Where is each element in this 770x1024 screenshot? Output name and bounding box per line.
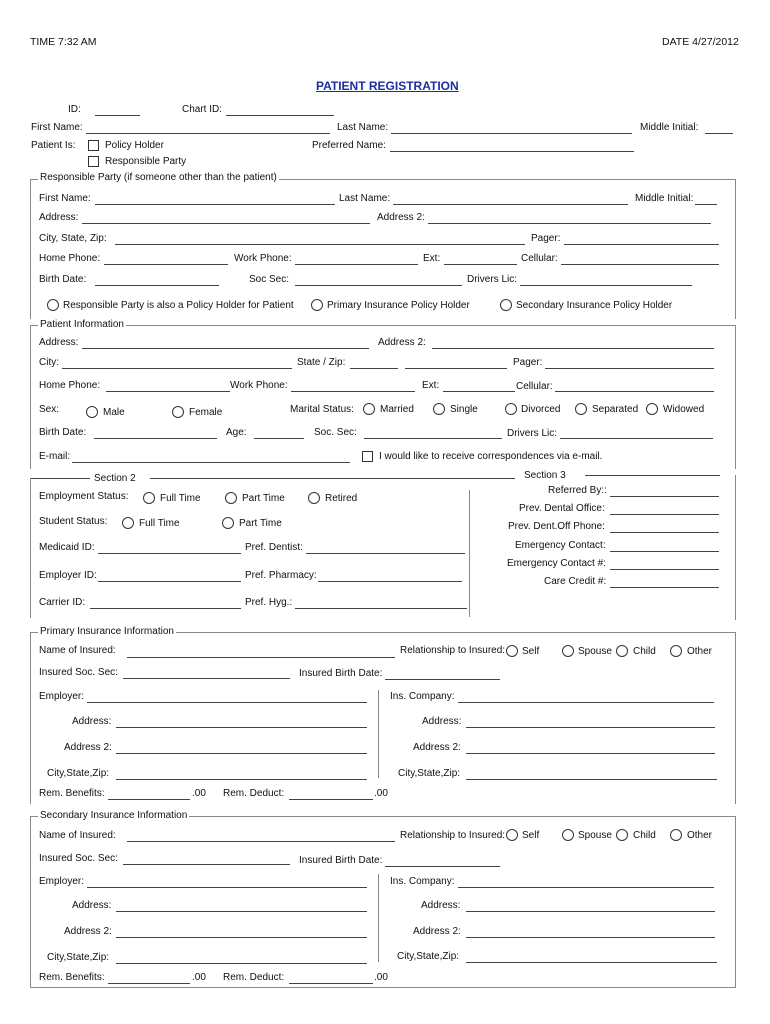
id-field[interactable] [95,115,140,116]
rp-secondary-holder-label: Secondary Insurance Policy Holder [516,300,673,311]
pri-rem-deduct-value: .00 [374,788,388,799]
pri-rem-benefits-label: Rem. Benefits: [39,788,105,799]
pri-relationship-label: Relationship to Insured: [400,645,506,656]
stu-part-time-label: Part Time [239,518,282,529]
patient-is-label: Patient Is: [31,140,76,151]
sec-csz-l-field[interactable] [116,963,367,964]
pri-child-radio[interactable] [616,645,628,657]
preferred-name-label: Preferred Name: [312,140,386,151]
rp-address2-label: Address 2: [377,212,425,223]
section3-right-border [735,475,736,620]
sec-insured-soc-field[interactable] [123,864,290,865]
sec-rem-benefits-field[interactable] [108,983,190,984]
rp-city-state-zip-field[interactable] [115,244,525,245]
responsible-party-legend: Responsible Party (if someone other than the patient) [40,172,277,183]
pt-state-zip-label: State / Zip: [297,357,346,368]
section2-rule-left [30,478,90,479]
rp-middle-initial-field[interactable] [695,204,717,205]
pt-pager-label: Pager: [513,357,543,368]
pri-name-insured-field[interactable] [127,657,395,658]
student-status-label: Student Status: [39,516,108,527]
pt-divorced-radio[interactable] [505,403,517,415]
pt-separated-radio[interactable] [575,403,587,415]
rp-first-name-field[interactable] [95,204,335,205]
pref-pharmacy-field[interactable] [318,581,462,582]
rp-birth-date-label: Birth Date: [39,274,87,285]
rp-last-name-label: Last Name: [339,193,391,204]
rp-address2-field[interactable] [428,223,711,224]
pri-insured-soc-label: Insured Soc. Sec: [39,667,118,678]
pt-soc-sec-label: Soc. Sec: [314,427,357,438]
pref-pharmacy-label: Pref. Pharmacy: [245,570,317,581]
pt-male-label: Male [103,407,125,418]
sec-ins-company-label: Ins. Company: [390,876,455,887]
pri-self-radio[interactable] [506,645,518,657]
sec-csz-l-label: City,State,Zip: [47,952,110,963]
sec-address-l-label: Address: [72,900,112,911]
rp-home-phone-field[interactable] [104,264,228,265]
rp-middle-initial-label: Middle Initial: [635,193,694,204]
sec-address-r-label: Address: [421,900,461,911]
pri-insured-soc-field[interactable] [123,678,290,679]
pri-csz-r-label: City,State,Zip: [398,768,461,779]
rp-soc-sec-label: Soc Sec: [249,274,290,285]
section2-left-border [30,478,31,618]
stu-full-time-radio[interactable] [122,517,134,529]
pt-ext-field[interactable] [443,391,515,392]
pri-address2-r-field[interactable] [466,753,715,754]
pri-address-r-field[interactable] [466,727,715,728]
medicaid-id-field[interactable] [98,553,241,554]
pref-dentist-field[interactable] [306,553,465,554]
pt-city-field[interactable] [62,368,292,369]
policy-holder-label: Policy Holder [105,140,164,151]
pri-spouse-label: Spouse [578,646,612,657]
emp-full-time-label: Full Time [160,493,201,504]
middle-initial-label: Middle Initial: [640,122,699,133]
sec-self-radio[interactable] [506,829,518,841]
date-text: DATE 4/27/2012 [662,36,739,48]
pt-widowed-label: Widowed [663,404,705,415]
carrier-id-field[interactable] [90,608,241,609]
pt-age-field[interactable] [254,438,304,439]
employment-status-label: Employment Status: [39,491,129,502]
prev-dent-phone-label: Prev. Dent.Off Phone: [508,521,605,532]
pri-divider [378,690,379,778]
rp-primary-holder-radio[interactable] [311,299,323,311]
rp-last-name-field[interactable] [393,204,628,205]
sec-insured-birth-field[interactable] [385,866,500,867]
sec-self-label: Self [522,830,540,841]
rp-work-phone-field[interactable] [295,264,418,265]
rp-drivers-lic-field[interactable] [520,285,692,286]
emergency-contact-label: Emergency Contact: [515,540,606,551]
pt-cellular-field[interactable] [555,391,714,392]
last-name-label: Last Name: [337,122,389,133]
pt-widowed-radio[interactable] [646,403,658,415]
pt-ext-label: Ext: [422,380,440,391]
responsible-party-label: Responsible Party [105,156,187,167]
pri-insured-birth-field[interactable] [385,679,500,680]
emergency-contact-no-label: Emergency Contact #: [507,558,606,569]
referred-by-field[interactable] [610,496,719,497]
pt-address-field[interactable] [82,348,369,349]
section-divider [469,490,470,617]
pt-divorced-label: Divorced [521,404,561,415]
rp-address-label: Address: [39,212,79,223]
first-name-label: First Name: [31,122,83,133]
stu-part-time-radio[interactable] [222,517,234,529]
pri-employer-field[interactable] [87,702,367,703]
sec-address-l-field[interactable] [116,911,367,912]
sec-employer-field[interactable] [87,887,367,888]
pri-rem-deduct-field[interactable] [289,799,373,800]
pri-csz-l-label: City,State,Zip: [47,768,110,779]
pt-cellular-label: Cellular: [516,381,553,392]
rp-ext-field[interactable] [444,264,517,265]
pri-address2-l-label: Address 2: [64,742,112,753]
pt-female-radio[interactable] [172,406,184,418]
referred-by-label: Referred By:: [548,485,607,496]
emp-part-time-radio[interactable] [225,492,237,504]
pt-sex-label: Sex: [39,404,60,415]
pt-pager-field[interactable] [545,368,714,369]
pri-rem-benefits-field[interactable] [108,799,190,800]
sec-csz-r-field[interactable] [466,962,717,963]
sec-rem-deduct-value: .00 [374,972,388,983]
pt-email-label: E-mail: [39,451,71,462]
first-name-field[interactable] [86,133,330,134]
pt-work-phone-field[interactable] [291,391,415,392]
pt-female-label: Female [189,407,223,418]
rp-first-name-label: First Name: [39,193,91,204]
sec-other-label: Other [687,830,713,841]
rp-primary-holder-label: Primary Insurance Policy Holder [327,300,470,311]
pt-state-field[interactable] [350,368,398,369]
emergency-contact-field[interactable] [610,551,719,552]
pri-spouse-radio[interactable] [562,645,574,657]
pri-rem-benefits-value: .00 [192,788,206,799]
employer-id-label: Employer ID: [39,570,97,581]
rp-ext-label: Ext: [423,253,441,264]
pri-insured-birth-label: Insured Birth Date: [299,668,383,679]
time-text: TIME 7:32 AM [30,36,97,48]
pri-address-r-label: Address: [422,716,462,727]
pt-male-radio[interactable] [86,406,98,418]
rp-secondary-holder-radio[interactable] [500,299,512,311]
pt-single-label: Single [450,404,478,415]
pt-zip-field[interactable] [405,368,507,369]
emp-retired-label: Retired [325,493,358,504]
page-title: PATIENT REGISTRATION [316,79,459,93]
pt-address2-field[interactable] [432,348,714,349]
pt-home-phone-label: Home Phone: [39,380,101,391]
pt-married-radio[interactable] [363,403,375,415]
pt-email-field[interactable] [72,462,350,463]
sec-rem-benefits-value: .00 [192,972,206,983]
rp-cellular-field[interactable] [561,264,719,265]
pri-address2-l-field[interactable] [116,753,367,754]
pt-separated-label: Separated [592,404,639,415]
sec-divider [378,874,379,962]
chart-id-field[interactable] [226,115,334,116]
pt-age-label: Age: [226,427,247,438]
medicaid-id-label: Medicaid ID: [39,542,95,553]
pt-city-label: City: [39,357,59,368]
sec-address2-l-label: Address 2: [64,926,112,937]
rp-birth-date-field[interactable] [95,285,219,286]
sec-rem-deduct-label: Rem. Deduct: [223,972,285,983]
pt-drivers-lic-field[interactable] [560,438,713,439]
emp-part-time-label: Part Time [242,493,285,504]
middle-initial-field[interactable] [705,133,733,134]
sec-name-insured-label: Name of Insured: [39,830,116,841]
pri-ins-company-label: Ins. Company: [390,691,455,702]
pri-other-label: Other [687,646,713,657]
sec-spouse-label: Spouse [578,830,612,841]
sec-employer-label: Employer: [39,876,85,887]
sec-insured-soc-label: Insured Soc. Sec: [39,853,118,864]
rp-work-phone-label: Work Phone: [234,253,292,264]
pt-married-label: Married [380,404,414,415]
section3-legend: Section 3 [524,470,566,481]
rp-pager-label: Pager: [531,233,561,244]
pt-address-label: Address: [39,337,79,348]
prev-dental-label: Prev. Dental Office: [519,503,605,514]
sec-insured-birth-label: Insured Birth Date: [299,855,383,866]
rp-cellular-label: Cellular: [521,253,558,264]
emp-full-time-radio[interactable] [143,492,155,504]
pt-address2-label: Address 2: [378,337,426,348]
sec-rem-deduct-field[interactable] [289,983,373,984]
pt-drivers-lic-label: Drivers Lic: [507,428,558,439]
pri-rem-deduct-label: Rem. Deduct: [223,788,285,799]
sec-relationship-label: Relationship to Insured: [400,830,506,841]
section2-legend: Section 2 [94,473,136,484]
rp-home-phone-label: Home Phone: [39,253,101,264]
pt-birth-date-field[interactable] [94,438,217,439]
rp-city-state-zip-label: City, State, Zip: [39,233,107,244]
emergency-contact-no-field[interactable] [610,569,719,570]
rp-soc-sec-field[interactable] [295,285,462,286]
pri-address2-r-label: Address 2: [413,742,461,753]
pri-address-l-label: Address: [72,716,112,727]
prev-dental-field[interactable] [610,514,719,515]
pt-email-opt-label: I would like to receive correspondences via e-mail. [379,451,603,462]
sec-csz-r-label: City,State,Zip: [397,951,460,962]
pri-other-radio[interactable] [670,645,682,657]
pri-csz-r-field[interactable] [466,779,717,780]
sec-address2-r-field[interactable] [466,937,715,938]
sec-name-insured-field[interactable] [127,841,395,842]
sec-address2-l-field[interactable] [116,937,367,938]
sec-child-radio[interactable] [616,829,628,841]
pt-single-radio[interactable] [433,403,445,415]
rp-also-policy-holder-label: Responsible Party is also a Policy Holder for Patient [63,300,294,311]
pref-hyg-label: Pref. Hyg.: [245,597,293,608]
preferred-name-field[interactable] [390,151,634,152]
employer-id-field[interactable] [98,581,241,582]
sec-rem-benefits-label: Rem. Benefits: [39,972,105,983]
pt-home-phone-field[interactable] [106,391,230,392]
emp-retired-radio[interactable] [308,492,320,504]
responsible-party-checkbox[interactable] [88,156,99,167]
pref-dentist-label: Pref. Dentist: [245,542,303,553]
care-credit-field[interactable] [610,587,719,588]
pri-csz-l-field[interactable] [116,779,367,780]
pri-child-label: Child [633,646,656,657]
pt-marital-label: Marital Status: [290,404,354,415]
rp-drivers-lic-label: Drivers Lic: [467,274,518,285]
pri-address-l-field[interactable] [116,727,367,728]
sec-ins-company-field[interactable] [458,887,714,888]
carrier-id-label: Carrier ID: [39,597,86,608]
chart-id-label: Chart ID: [182,104,223,115]
pt-soc-sec-field[interactable] [364,438,502,439]
secondary-insurance-legend: Secondary Insurance Information [40,810,188,821]
prev-dent-phone-field[interactable] [610,532,719,533]
care-credit-label: Care Credit #: [544,576,607,587]
patient-info-legend: Patient Information [40,319,124,330]
section2-rule-right [150,478,515,479]
rp-pager-field[interactable] [564,244,719,245]
rp-address-field[interactable] [82,223,370,224]
pri-ins-company-field[interactable] [458,702,714,703]
sec-spouse-radio[interactable] [562,829,574,841]
sec-address-r-field[interactable] [466,911,715,912]
pt-work-phone-label: Work Phone: [230,380,288,391]
sec-child-label: Child [633,830,656,841]
sec-address2-r-label: Address 2: [413,926,461,937]
pri-name-insured-label: Name of Insured: [39,645,116,656]
pref-hyg-field[interactable] [295,608,467,609]
last-name-field[interactable] [391,133,632,134]
stu-full-time-label: Full Time [139,518,180,529]
id-label: ID: [68,104,81,115]
pt-birth-date-label: Birth Date: [39,427,87,438]
pri-self-label: Self [522,646,540,657]
primary-insurance-legend: Primary Insurance Information [40,626,174,637]
policy-holder-checkbox[interactable] [88,140,99,151]
rp-also-policy-holder-radio[interactable] [47,299,59,311]
pri-employer-label: Employer: [39,691,85,702]
sec-other-radio[interactable] [670,829,682,841]
pt-email-opt-checkbox[interactable] [362,451,373,462]
section3-rule [585,475,720,476]
